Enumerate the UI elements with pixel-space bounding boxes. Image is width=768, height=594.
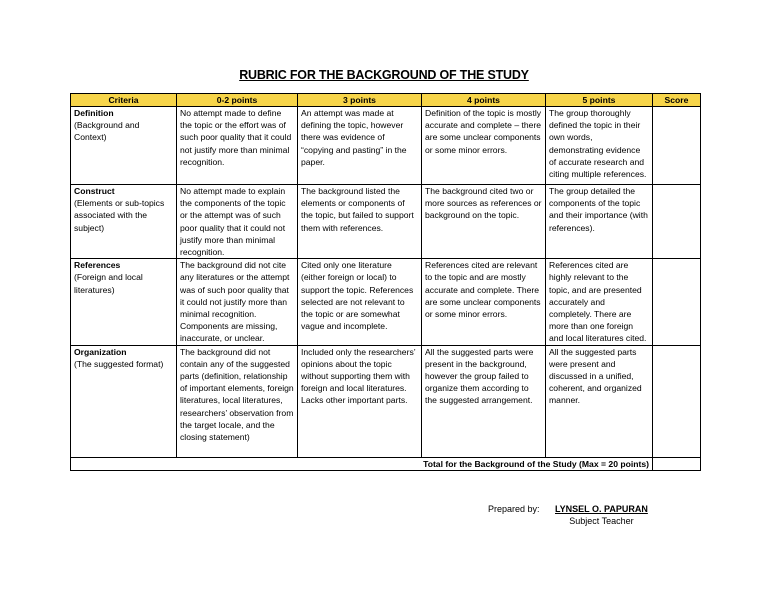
descriptor-cell: All the suggested parts were present in the background, however the group failed to organize them according to the suggested arrangement.: [422, 345, 546, 457]
total-label: Total for the Background of the Study (Max = 20 points): [71, 457, 653, 470]
descriptor-cell: References cited are highly relevant to the topic, and are presented accurately and completely. There are more than one foreign and local literatures cited.: [546, 259, 653, 345]
criteria-title: Construct: [74, 186, 115, 196]
criteria-cell: [71, 107, 177, 185]
criteria-cell: [71, 185, 177, 259]
table-row: [71, 185, 701, 259]
descriptor-cell: The background did not contain any of the suggested parts (definition, relationship of important elements, foreign literatures, local literatures, researchers’ observation from the target locale, and the closing statement): [177, 345, 298, 457]
header-score: Score: [653, 94, 701, 107]
table-row: [71, 345, 701, 457]
total-row: [71, 457, 701, 470]
descriptor-cell: No attempt made to define the topic or the effort was of such poor quality that it could not justify more than minimal recognition.: [177, 107, 298, 185]
criteria-title: References: [74, 260, 121, 271]
score-cell: [653, 107, 701, 185]
header-5-points: 5 points: [546, 94, 653, 107]
descriptor-cell: No attempt made to explain the components of the topic or the attempt was of such poor quality that it could not justify more than minimal recognition.: [177, 185, 298, 259]
criteria-cell: [71, 345, 177, 457]
descriptor-cell: The group detailed the components of the topic and their importance (with references).: [546, 185, 653, 259]
signature-block: [555, 503, 648, 527]
criteria-subtitle: (The suggested format): [74, 358, 164, 369]
score-cell: [653, 185, 701, 259]
preparer-name: LYNSEL O. PAPURAN: [555, 504, 648, 514]
descriptor-cell: Included only the researchers’ opinions about the topic without supporting them with foreign and local literatures. Lacks other important parts.: [298, 345, 422, 457]
header-criteria: Criteria: [71, 94, 177, 107]
total-score-cell: [653, 457, 701, 470]
preparer-role: Subject Teacher: [569, 516, 634, 526]
criteria-title: Organization: [74, 346, 127, 357]
page-title: RUBRIC FOR THE BACKGROUND OF THE STUDY: [239, 68, 529, 82]
descriptor-cell: Definition of the topic is mostly accurate and complete – there are some unclear components or some minor errors.: [422, 107, 546, 185]
criteria-subtitle: (Elements or sub-topics associated with the subject): [74, 198, 165, 233]
header-0-2-points: 0-2 points: [177, 94, 298, 107]
header-4-points: 4 points: [422, 94, 546, 107]
score-cell: [653, 259, 701, 345]
score-cell: [653, 345, 701, 457]
descriptor-cell: References cited are relevant to the topic and are mostly accurate and complete. There are some unclear components or some minor errors.: [422, 259, 546, 345]
descriptor-cell: The group thoroughly defined the topic in their own words, demonstrating evidence of accurate research and citing multiple references.: [546, 107, 653, 185]
descriptor-cell: Cited only one literature (either foreign or local) to support the topic. References selected are not relevant to the topic or are somewhat vague and incomplete.: [298, 259, 422, 345]
header-3-points: 3 points: [298, 94, 422, 107]
criteria-subtitle: (Foreign and local literatures): [74, 272, 143, 295]
table-row: [71, 259, 701, 345]
descriptor-cell: The background cited two or more sources as references or background on the topic.: [422, 185, 546, 259]
criteria-cell: [71, 259, 177, 345]
descriptor-cell: The background did not cite any literatures or the attempt was of such poor quality that it could not justify more than minimal recognition. Components are missing, inaccurate, or unclear.: [177, 259, 298, 345]
criteria-subtitle: (Background and Context): [74, 120, 140, 143]
prepared-by-label: Prepared by:: [488, 504, 540, 514]
rubric-table: [70, 93, 701, 471]
table-row: [71, 107, 701, 185]
criteria-title: Definition: [74, 108, 114, 118]
table-header-row: [71, 94, 701, 107]
descriptor-cell: All the suggested parts were present and discussed in a unified, coherent, and organized manner.: [546, 345, 653, 457]
descriptor-cell: The background listed the elements or components of the topic, but failed to support them with references.: [298, 185, 422, 259]
descriptor-cell: An attempt was made at defining the topic, however there was evidence of “copying and pasting” in the paper.: [298, 107, 422, 185]
